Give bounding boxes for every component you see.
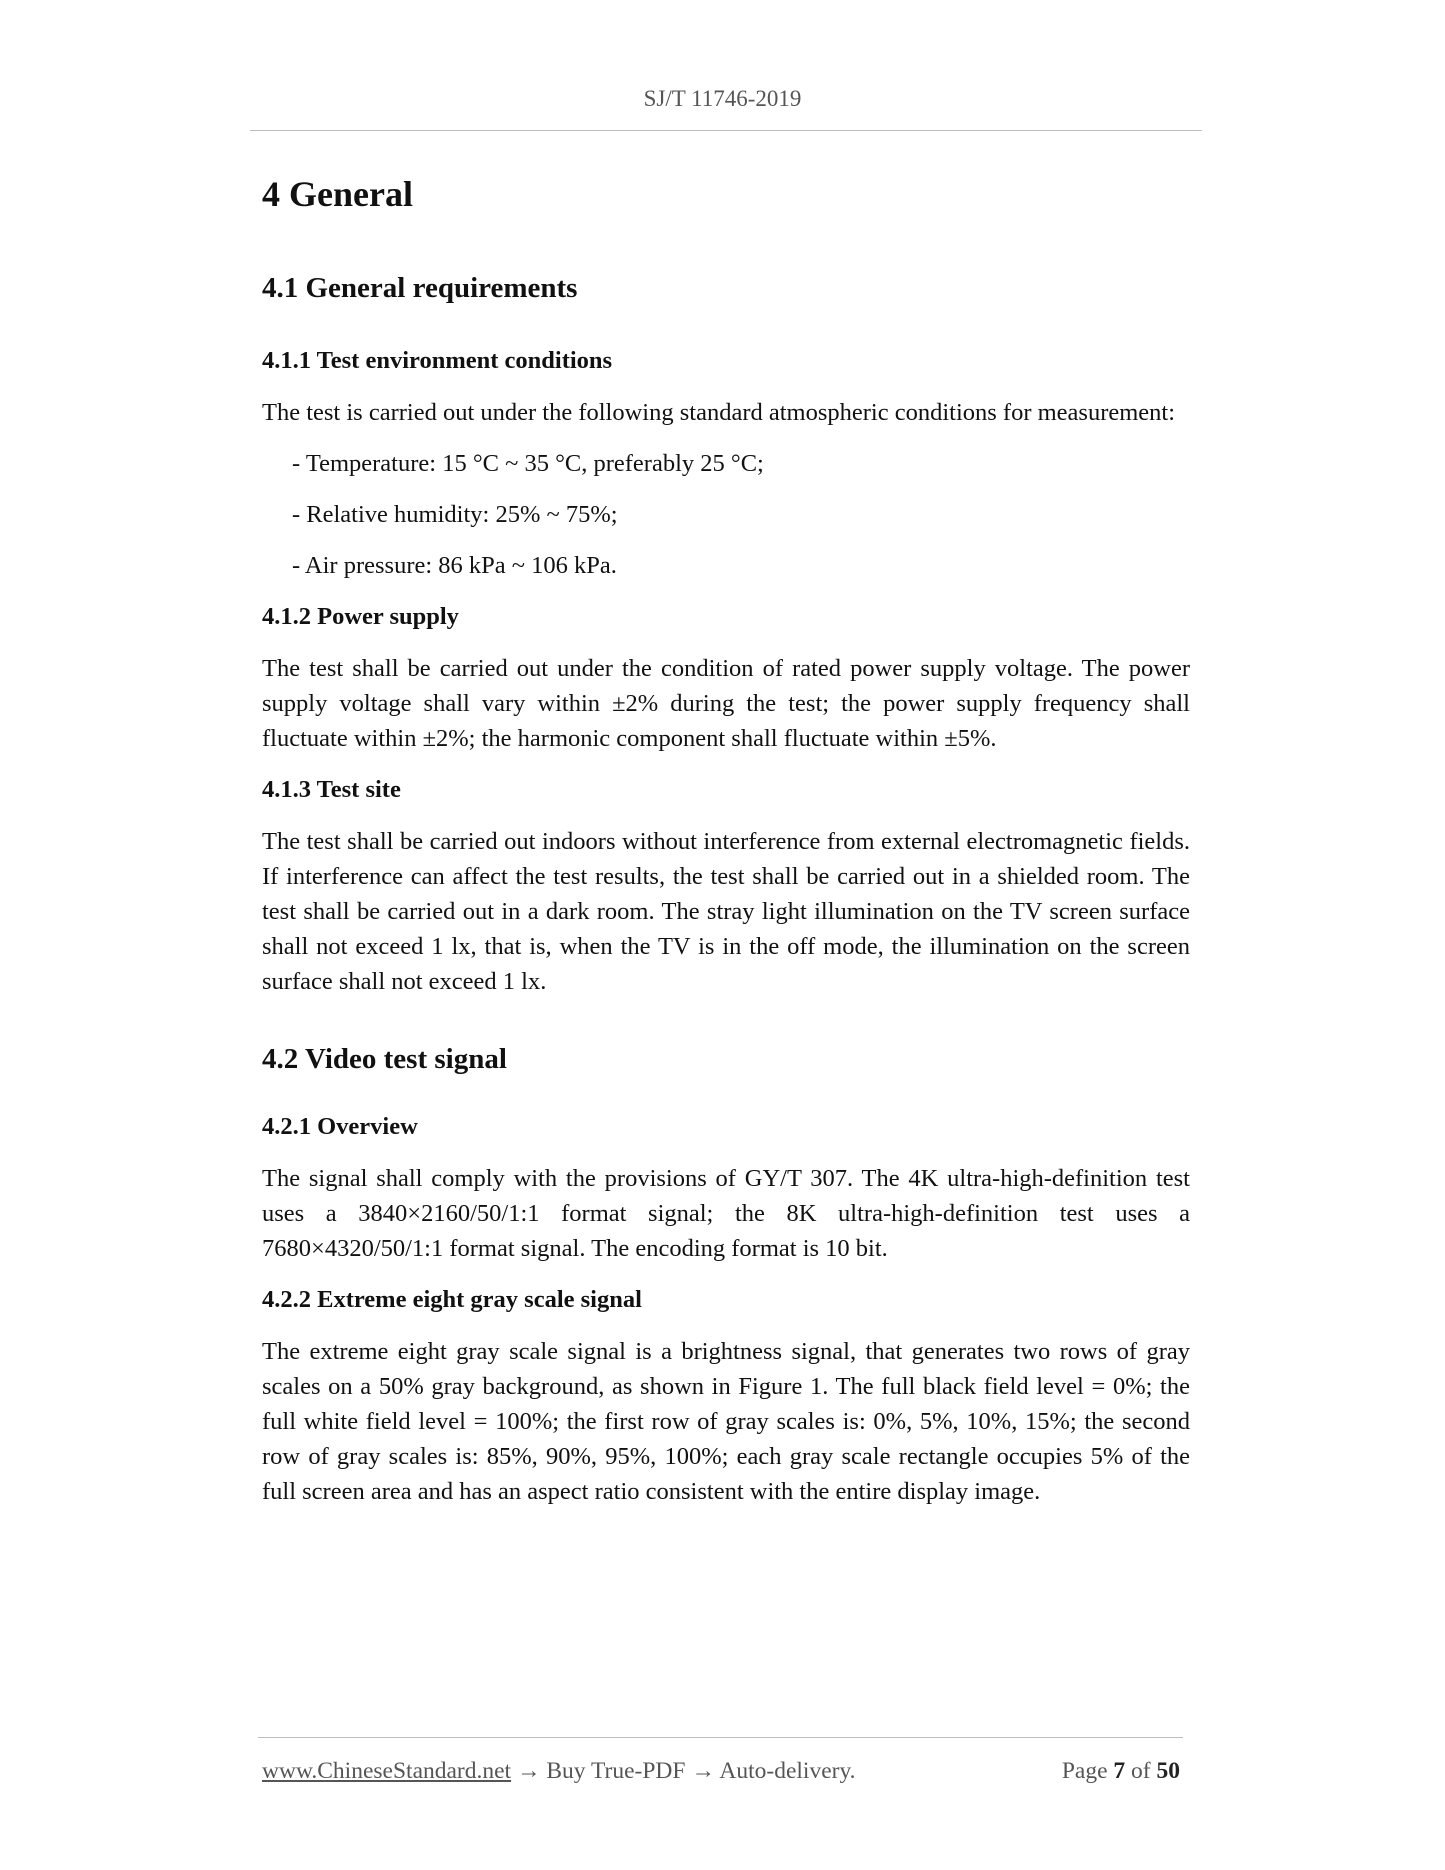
condition-item-temperature: - Temperature: 15 °C ~ 35 °C, preferably 25 °C; [292, 450, 764, 477]
section-4-2-1-heading: 4.2.1 Overview [262, 1113, 418, 1140]
page-of: of [1131, 1758, 1151, 1784]
section-4-1-1-intro: The test is carried out under the following standard atmospheric conditions for measurement: [262, 399, 1176, 426]
page-label: Page [1061, 1758, 1108, 1784]
page-content [262, 170, 1190, 1509]
section-4-2-heading: 4.2 Video test signal [262, 1043, 507, 1075]
section-4-2-2-body: The extreme eight gray scale signal is a brightness signal, that generates two rows of gray scales on a 50% gray background, as shown in Figure 1. The full black field level = 0%; the full white field level = 100%; the first row of gray scales is: 0%, 5%, 10%, 15%; the second row of gray scales is: 85%, 90%, 95%, 100%; each gray scale rectangle occupies 5% of the full screen area and has an aspect ratio consistent with the entire display image. [262, 1338, 1190, 1505]
footer-divider [258, 1737, 1183, 1738]
condition-item-pressure: - Air pressure: 86 kPa ~ 106 kPa. [292, 552, 617, 579]
section-4-1-heading: 4.1 General requirements [262, 272, 578, 304]
page-footer [262, 1756, 1180, 1786]
page-current: 7 [1113, 1758, 1126, 1784]
site-link[interactable]: www.ChineseStandard.net [262, 1758, 512, 1784]
section-4-1-3-heading: 4.1.3 Test site [262, 776, 401, 803]
running-header: SJ/T 11746-2019 [643, 86, 802, 111]
section-4-1-1-heading: 4.1.1 Test environment conditions [262, 347, 613, 374]
footer-tagline: → Buy True-PDF → Auto-delivery. [511, 1758, 856, 1784]
header-divider [250, 130, 1202, 131]
section-4-1-2-heading: 4.1.2 Power supply [262, 603, 459, 630]
section-4-2-2-heading: 4.2.2 Extreme eight gray scale signal [262, 1286, 642, 1313]
section-4-2-1-body: The signal shall comply with the provisions of GY/T 307. The 4K ultra-high-definition test uses a 3840×2160/50/1:1 format signal; the 8K ultra-high-definition test uses a 7680×4320/50/1:1 format signal. The encoding format is 10 bit. [262, 1165, 1190, 1262]
section-4-heading: 4 General [262, 174, 413, 214]
section-4-1-3-body: The test shall be carried out indoors without interference from external electromagnetic fields. If interference can affect the test results, the test shall be carried out in a shielded room. The test shall be carried out in a dark room. The stray light illumination on the TV screen surface shall not exceed 1 lx, that is, when the TV is in the off mode, the illumination on the screen surface shall not exceed 1 lx. [262, 828, 1190, 995]
page-total: 50 [1156, 1758, 1180, 1784]
page-number [1062, 1756, 1180, 1786]
condition-item-humidity: - Relative humidity: 25% ~ 75%; [292, 501, 618, 528]
section-4-1-2-body: The test shall be carried out under the condition of rated power supply voltage. The power supply voltage shall vary within ±2% during the test; the power supply frequency shall fluctuate within ±2%; the harmonic component shall fluctuate within ±5%. [262, 655, 1190, 752]
